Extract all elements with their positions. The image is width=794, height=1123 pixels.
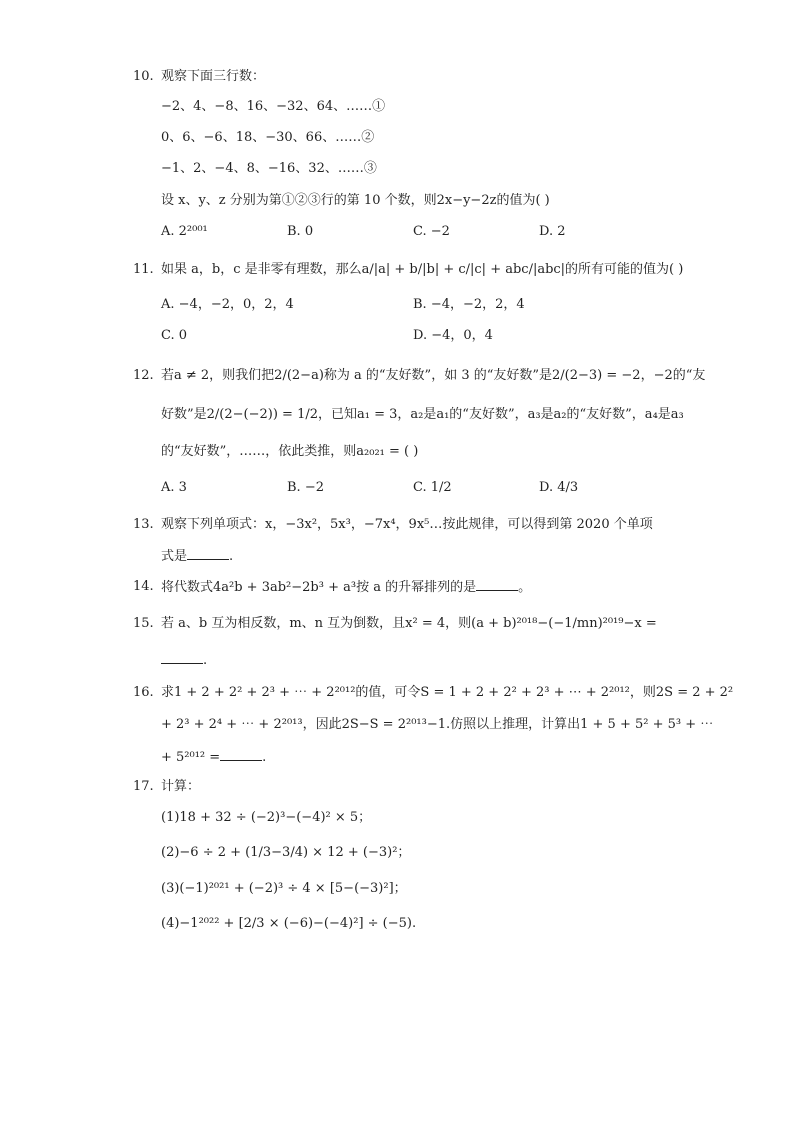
question-13-line-1: 观察下列单项式：x，−3x²，5x³，−7x⁴，9x⁵…按此规律，可以得到第 2020 个单项 [161,517,653,532]
question-13-line-2 [161,547,233,566]
question-10-ask: 设 x、y、z 分别为第①②③行的第 10 个数，则2x−y−2z的值为( ) [161,193,550,208]
question-12-option-c: C. 1/2 [413,480,452,495]
question-15-tail: . [203,653,208,668]
question-17-number: 17. [133,779,154,794]
question-10-option-b: B. 0 [287,224,314,239]
question-16-line-3-text: + 5²⁰¹² = [161,750,221,765]
question-16-number: 16. [133,685,154,700]
question-10-option-c: C. −2 [413,224,450,239]
answer-blank[interactable] [476,578,518,591]
question-16-line-2: + 2³ + 2⁴ + ⋯ + 2²⁰¹³，因此2S−S = 2²⁰¹³−1.仿照以上推理，计算出1 + 5 + 5² + 5³ + ⋯ [161,717,714,732]
question-16-line-3 [161,748,266,767]
question-11-option-a: A. −4，−2，0，2，4 [161,297,294,312]
question-13-line-2-text: 式是 [161,549,188,564]
question-17-item-4: (4)−1²⁰²² + [2/3 × (−6)−(−4)²] ÷ (−5). [161,916,417,931]
question-12-option-d: D. 4/3 [539,480,579,495]
question-11-option-b: B. −4，−2，2，4 [413,297,525,312]
question-10-option-d: D. 2 [539,224,566,239]
question-12-option-a: A. 3 [161,480,187,495]
question-12-line-2: 好数”是2/(2−(−2)) = 1/2，已知a₁ = 3，a₂是a₁的“友好数”，a₃是a₂的“友好数”，a₄是a₃ [161,407,684,422]
question-12-line-3: 的“友好数”，……，依此类推，则a₂₀₂₁ = ( ) [161,444,419,459]
question-15-line-1: 若 a、b 互为相反数，m、n 互为倒数，且x² = 4，则(a + b)²⁰¹⁸−(−1/mn)²⁰¹⁹−x = [161,616,657,631]
question-10-row-1: −2、4、−8、16、−32、64、……① [161,99,386,114]
question-15-number: 15. [133,616,154,631]
question-14-tail: 。 [518,580,532,595]
question-17-item-1: (1)18 + 32 ÷ (−2)³−(−4)² × 5； [161,810,372,825]
question-14-number: 14. [133,579,154,594]
question-16-tail: . [262,750,267,765]
question-12-line-1: 若a ≠ 2，则我们把2/(2−a)称为 a 的“友好数”，如 3 的“友好数”是2/(2−3) = −2，−2的“友 [161,368,706,383]
question-17-stem: 计算： [161,779,201,794]
question-16-line-1: 求1 + 2 + 2² + 2³ + ⋯ + 2²⁰¹²的值，可令S = 1 + 2 + 2² + 2³ + ⋯ + 2²⁰¹²，则2S = 2 + 2² [161,685,734,700]
question-11-stem: 如果 a，b，c 是非零有理数，那么a/|a| + b/|b| + c/|c| + abc/|abc|的所有可能的值为( ) [161,262,684,277]
question-12-number: 12. [133,368,154,383]
question-11-option-c: C. 0 [161,328,188,343]
answer-blank[interactable] [220,748,262,761]
question-11-option-d: D. −4，0，4 [413,328,493,343]
question-13-tail: . [229,549,234,564]
question-12-option-b: B. −2 [287,480,324,495]
answer-blank[interactable] [187,547,229,560]
answer-blank[interactable] [161,651,203,664]
question-14-text: 将代数式4a²b + 3ab²−2b³ + a³按 a 的升幂排列的是 [161,580,477,595]
question-10-row-2: 0、6、−6、18、−30、66、……② [161,130,375,145]
question-15-line-2 [161,651,207,670]
question-10-row-3: −1、2、−4、8、−16、32、……③ [161,161,377,176]
question-17-item-3: (3)(−1)²⁰²¹ + (−2)³ ÷ 4 × [5−(−3)²]； [161,881,407,896]
question-10-stem: 观察下面三行数： [161,69,266,84]
question-17-item-2: (2)−6 ÷ 2 + (1/3−3/4) × 12 + (−3)²； [161,845,411,860]
question-10-number: 10. [133,69,154,84]
question-13-number: 13. [133,517,154,532]
question-14-line [161,578,531,597]
question-11-number: 11. [133,262,154,277]
question-10-option-a: A. 2²⁰⁰¹ [161,224,208,239]
